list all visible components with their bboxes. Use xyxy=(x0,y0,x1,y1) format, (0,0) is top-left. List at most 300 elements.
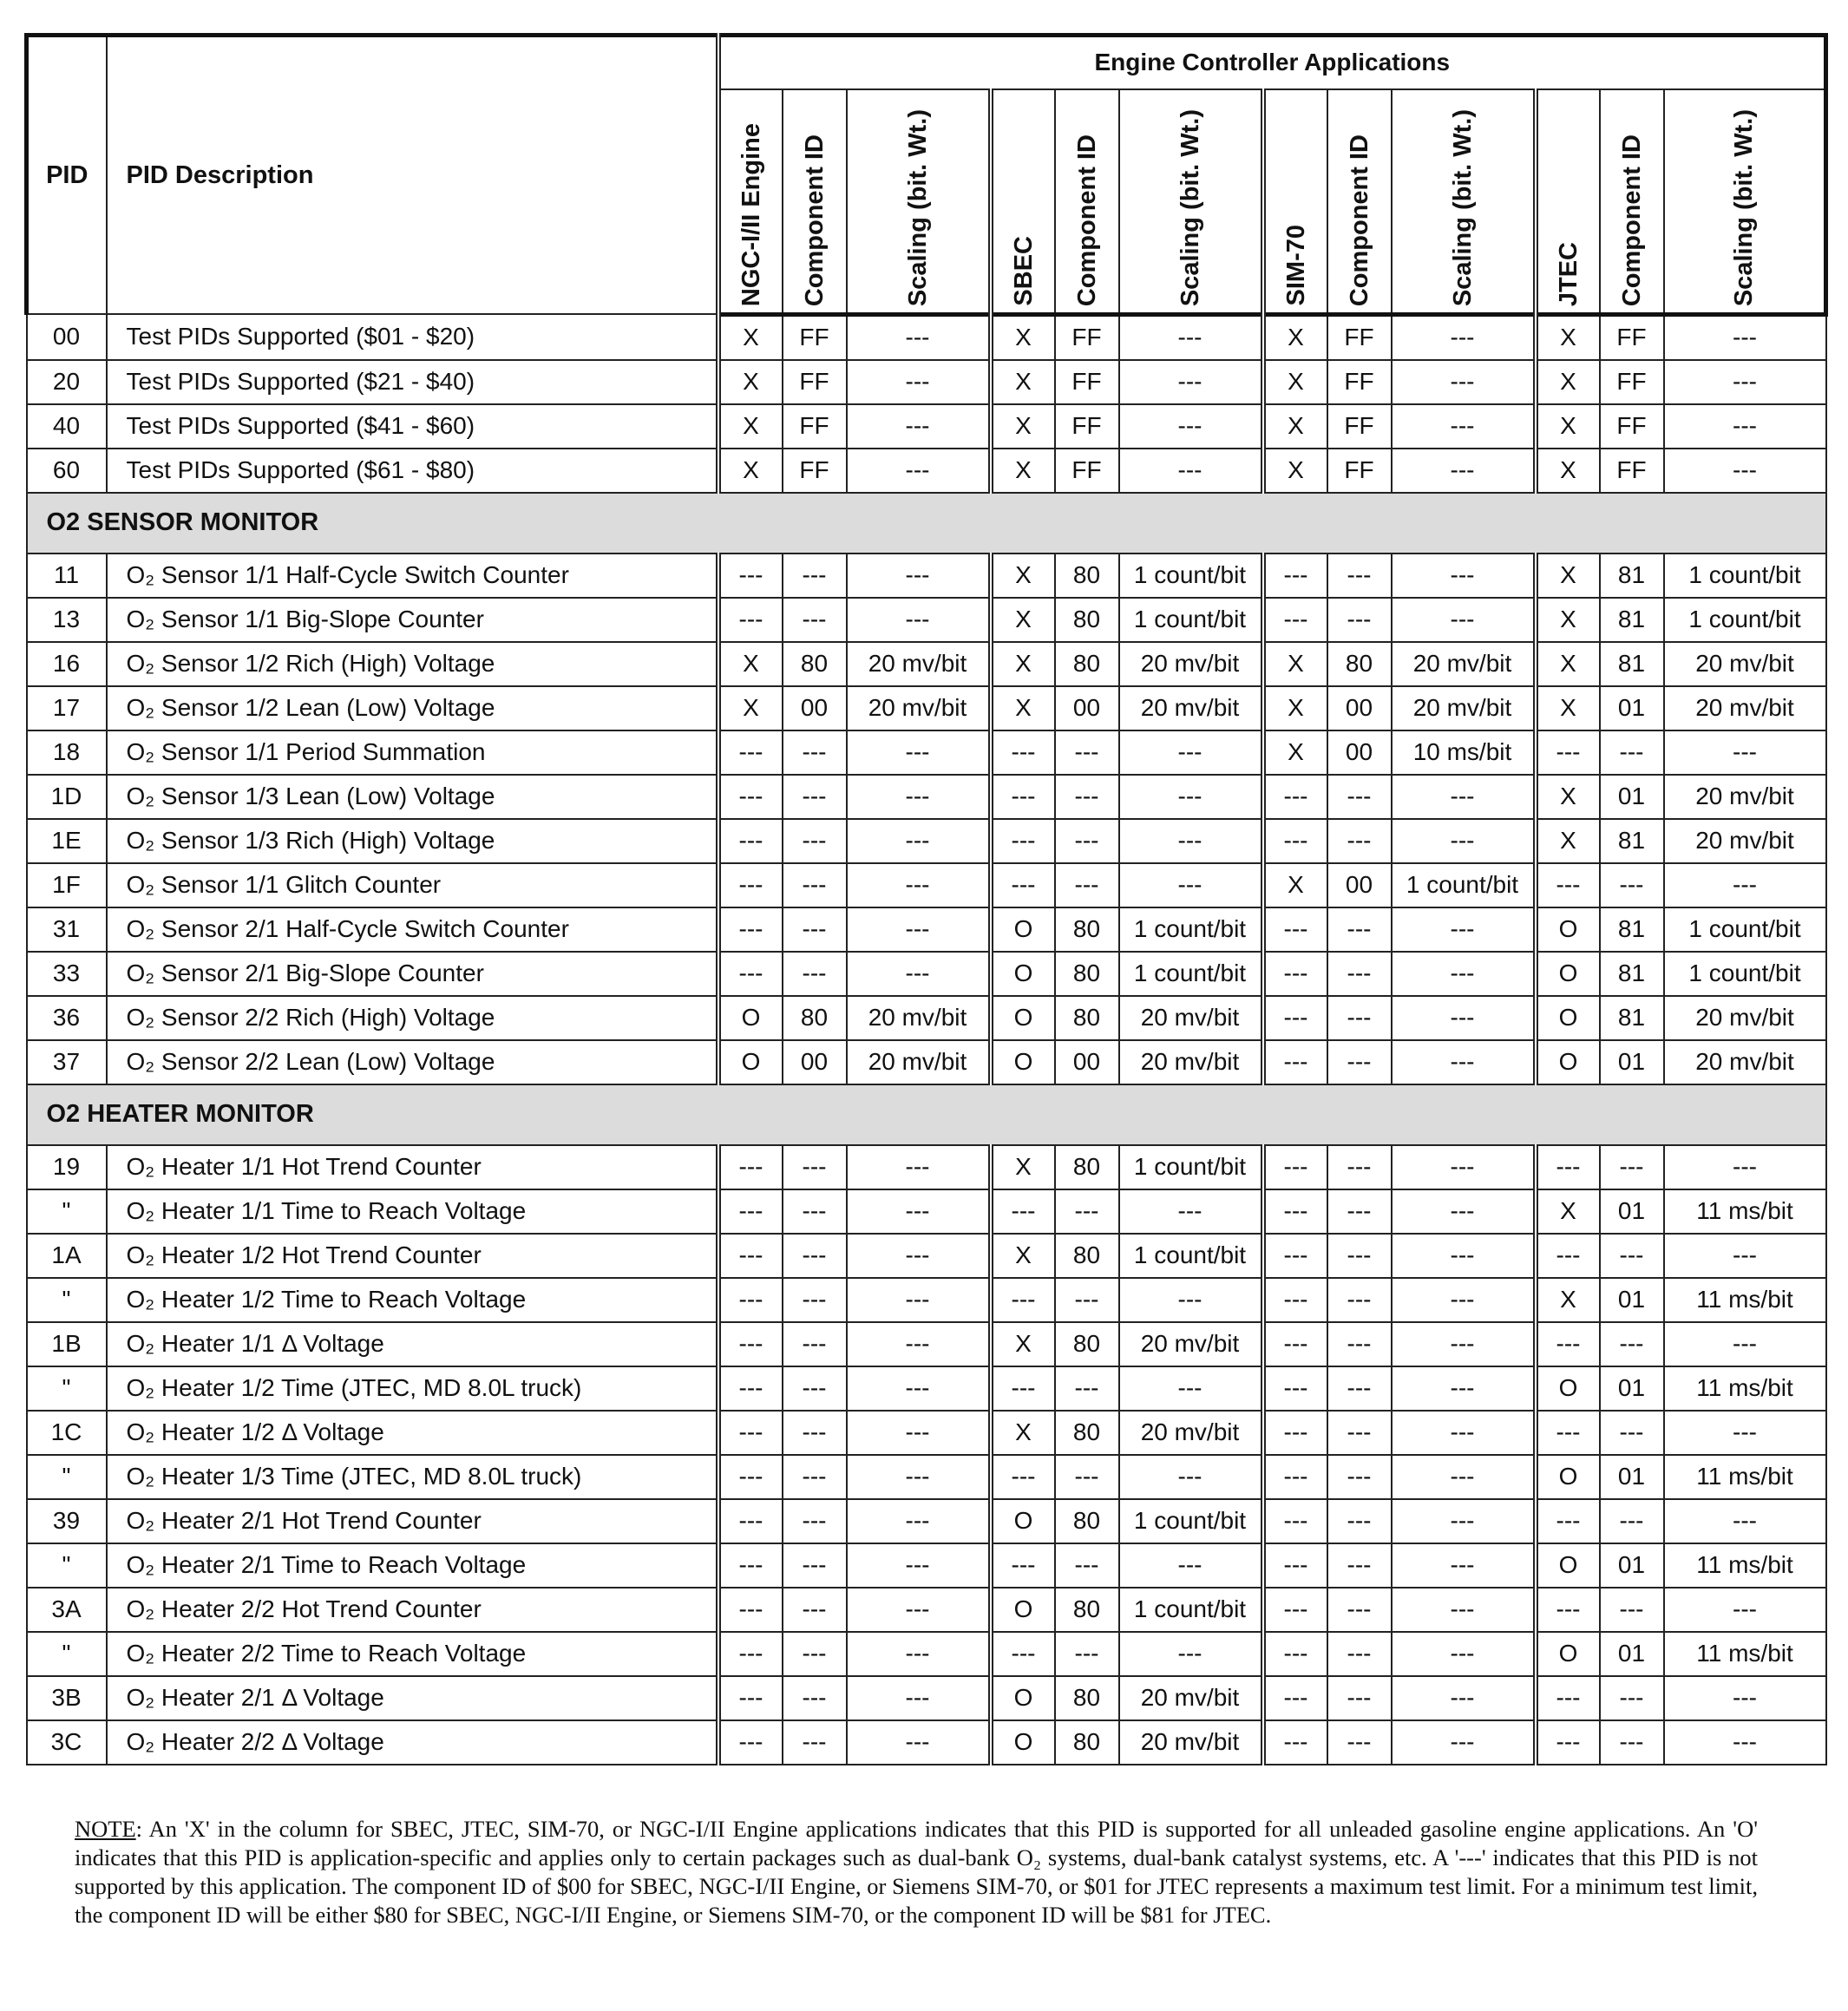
value-cell: 80 xyxy=(783,642,847,686)
value-cell: 00 xyxy=(783,686,847,730)
value-cell: O xyxy=(991,1676,1055,1720)
value-cell: --- xyxy=(718,598,783,642)
description-cell: O₂ Sensor 2/1 Big-Slope Counter xyxy=(107,952,718,996)
value-cell: O xyxy=(1536,1455,1600,1499)
value-cell: --- xyxy=(783,1145,847,1189)
value-cell: --- xyxy=(783,819,847,863)
value-cell: O xyxy=(1536,1632,1600,1676)
value-cell: --- xyxy=(1327,952,1392,996)
value-cell: --- xyxy=(1119,1366,1263,1411)
table-row xyxy=(27,1189,1826,1234)
table-row xyxy=(27,1322,1826,1366)
value-cell: --- xyxy=(1600,1411,1664,1455)
value-cell: --- xyxy=(1664,863,1826,907)
value-cell: --- xyxy=(718,554,783,598)
value-cell: 10 ms/bit xyxy=(1392,730,1536,775)
value-cell: --- xyxy=(1263,1040,1327,1084)
value-cell: 20 mv/bit xyxy=(1392,642,1536,686)
value-cell: O xyxy=(991,1040,1055,1084)
table-row xyxy=(27,1543,1826,1588)
value-cell: X xyxy=(991,1145,1055,1189)
pid-table xyxy=(24,33,1828,1765)
value-cell: --- xyxy=(847,1189,991,1234)
value-cell: X xyxy=(1536,1278,1600,1322)
value-cell: --- xyxy=(783,598,847,642)
value-cell: --- xyxy=(991,1543,1055,1588)
table-row xyxy=(27,907,1826,952)
value-cell: --- xyxy=(783,1366,847,1411)
section-title: O2 SENSOR MONITOR xyxy=(27,493,1826,554)
value-cell: X xyxy=(991,404,1055,449)
column-header-label: SBEC xyxy=(1009,236,1038,306)
value-cell: --- xyxy=(1327,1234,1392,1278)
value-cell: 80 xyxy=(1055,1411,1119,1455)
value-cell: --- xyxy=(1392,404,1536,449)
value-cell: --- xyxy=(1263,952,1327,996)
value-cell: FF xyxy=(1327,360,1392,404)
value-cell: --- xyxy=(1392,598,1536,642)
value-cell: --- xyxy=(1392,1411,1536,1455)
pid-cell: 13 xyxy=(27,598,107,642)
value-cell: --- xyxy=(991,1189,1055,1234)
column-header-app-2 xyxy=(1263,89,1327,315)
value-cell: --- xyxy=(1263,1588,1327,1632)
value-cell: 1 count/bit xyxy=(1664,952,1826,996)
value-cell: --- xyxy=(1119,1455,1263,1499)
column-header-label: NGC-I/II Engine xyxy=(737,122,765,306)
value-cell: --- xyxy=(1327,1145,1392,1189)
value-cell: 01 xyxy=(1600,1632,1664,1676)
value-cell: --- xyxy=(1263,1676,1327,1720)
value-cell: O xyxy=(1536,1040,1600,1084)
value-cell: --- xyxy=(783,1189,847,1234)
value-cell: O xyxy=(991,952,1055,996)
value-cell: 80 xyxy=(1055,554,1119,598)
value-cell: FF xyxy=(1055,404,1119,449)
value-cell: --- xyxy=(847,1632,991,1676)
value-cell: 20 mv/bit xyxy=(1664,775,1826,819)
value-cell: --- xyxy=(1119,819,1263,863)
table-row xyxy=(27,1499,1826,1543)
value-cell: --- xyxy=(718,1366,783,1411)
value-cell: 20 mv/bit xyxy=(1119,1720,1263,1765)
value-cell: 20 mv/bit xyxy=(1664,1040,1826,1084)
value-cell: --- xyxy=(1392,360,1536,404)
table-row xyxy=(27,819,1826,863)
value-cell: 1 count/bit xyxy=(1119,907,1263,952)
table-row xyxy=(27,1588,1826,1632)
value-cell: 1 count/bit xyxy=(1119,554,1263,598)
pid-cell: 40 xyxy=(27,404,107,449)
value-cell: 20 mv/bit xyxy=(1119,1322,1263,1366)
value-cell: 81 xyxy=(1600,952,1664,996)
table-row xyxy=(27,554,1826,598)
value-cell: --- xyxy=(783,1543,847,1588)
column-header-app-3 xyxy=(1536,89,1600,315)
value-cell: O xyxy=(718,996,783,1040)
description-cell: O₂ Sensor 2/1 Half-Cycle Switch Counter xyxy=(107,907,718,952)
description-cell: O₂ Heater 2/1 Δ Voltage xyxy=(107,1676,718,1720)
value-cell: --- xyxy=(991,819,1055,863)
description-cell: Test PIDs Supported ($21 - $40) xyxy=(107,360,718,404)
value-cell: --- xyxy=(1600,1322,1664,1366)
value-cell: 20 mv/bit xyxy=(847,642,991,686)
table-row xyxy=(27,449,1826,493)
value-cell: --- xyxy=(1392,554,1536,598)
pid-column-header: PID xyxy=(27,36,107,315)
value-cell: X xyxy=(1263,404,1327,449)
value-cell: --- xyxy=(718,1720,783,1765)
value-cell: 11 ms/bit xyxy=(1664,1543,1826,1588)
pid-cell: 3A xyxy=(27,1588,107,1632)
value-cell: --- xyxy=(1600,730,1664,775)
value-cell: --- xyxy=(718,775,783,819)
value-cell: O xyxy=(1536,1366,1600,1411)
table-row xyxy=(27,598,1826,642)
table-row xyxy=(27,1720,1826,1765)
value-cell: --- xyxy=(1392,819,1536,863)
value-cell: --- xyxy=(1664,1499,1826,1543)
value-cell: --- xyxy=(1664,730,1826,775)
pid-cell: 1D xyxy=(27,775,107,819)
value-cell: --- xyxy=(1536,1411,1600,1455)
value-cell: --- xyxy=(1327,1411,1392,1455)
value-cell: 80 xyxy=(1055,598,1119,642)
value-cell: --- xyxy=(1392,1676,1536,1720)
table-body xyxy=(27,314,1826,1765)
section-header-row xyxy=(27,493,1826,554)
value-cell: --- xyxy=(991,775,1055,819)
value-cell: 01 xyxy=(1600,775,1664,819)
pid-cell: " xyxy=(27,1455,107,1499)
value-cell: --- xyxy=(1600,1234,1664,1278)
pid-cell: 20 xyxy=(27,360,107,404)
value-cell: 20 mv/bit xyxy=(1664,819,1826,863)
description-cell: O₂ Sensor 1/3 Rich (High) Voltage xyxy=(107,819,718,863)
value-cell: --- xyxy=(1392,1455,1536,1499)
value-cell: --- xyxy=(991,1366,1055,1411)
value-cell: --- xyxy=(718,952,783,996)
column-header-scale-2 xyxy=(1392,89,1536,315)
value-cell: --- xyxy=(1600,1499,1664,1543)
value-cell: 1 count/bit xyxy=(1119,598,1263,642)
column-header-label: Component ID xyxy=(1617,134,1646,306)
value-cell: --- xyxy=(783,1411,847,1455)
column-header-label: Component ID xyxy=(800,134,829,306)
value-cell: --- xyxy=(1119,1278,1263,1322)
value-cell: X xyxy=(1536,449,1600,493)
value-cell: --- xyxy=(1055,775,1119,819)
value-cell: 00 xyxy=(1327,730,1392,775)
pid-cell: 1C xyxy=(27,1411,107,1455)
value-cell: 1 count/bit xyxy=(1664,554,1826,598)
value-cell: --- xyxy=(1263,775,1327,819)
value-cell: FF xyxy=(1327,314,1392,360)
section-title: O2 HEATER MONITOR xyxy=(27,1084,1826,1145)
value-cell: --- xyxy=(718,1455,783,1499)
value-cell: --- xyxy=(847,554,991,598)
value-cell: --- xyxy=(1119,1632,1263,1676)
value-cell: FF xyxy=(1055,360,1119,404)
description-cell: O₂ Sensor 1/2 Lean (Low) Voltage xyxy=(107,686,718,730)
value-cell: --- xyxy=(847,314,991,360)
value-cell: --- xyxy=(847,404,991,449)
value-cell: 1 count/bit xyxy=(1664,907,1826,952)
description-cell: O₂ Heater 1/2 Time (JTEC, MD 8.0L truck) xyxy=(107,1366,718,1411)
description-cell: O₂ Heater 2/1 Hot Trend Counter xyxy=(107,1499,718,1543)
table-row xyxy=(27,1145,1826,1189)
value-cell: 81 xyxy=(1600,554,1664,598)
pid-cell: 18 xyxy=(27,730,107,775)
value-cell: --- xyxy=(1664,1720,1826,1765)
value-cell: --- xyxy=(1392,1499,1536,1543)
pid-cell: 17 xyxy=(27,686,107,730)
value-cell: --- xyxy=(1327,1543,1392,1588)
note-text: : An 'X' in the column for SBEC, JTEC, SIM-70, or NGC-I/II Engine applications indicates that this PID is supported for all unleaded gasoline engine applications. An 'O' indicates that this PID is application-specific and applies only to certain packages such as dual-bank O₂ systems, dual-bank catalyst systems, etc. A '---' indicates that this PID is not supported by this application. The component ID of $00 for SBEC, NGC-I/II Engine, or Siemens SIM-70, or $01 for JTEC represents a maximum test limit. For a minimum test limit, the component ID will be either $80 for SBEC, NGC-I/II Engine, or Siemens SIM-70, or the component ID will be $81 for JTEC. xyxy=(75,1816,1758,1928)
value-cell: --- xyxy=(1664,1676,1826,1720)
value-cell: --- xyxy=(1392,1145,1536,1189)
value-cell: --- xyxy=(1392,1543,1536,1588)
value-cell: 01 xyxy=(1600,1040,1664,1084)
value-cell: --- xyxy=(1055,1278,1119,1322)
value-cell: --- xyxy=(1536,1499,1600,1543)
value-cell: --- xyxy=(1327,1720,1392,1765)
value-cell: X xyxy=(1536,598,1600,642)
value-cell: --- xyxy=(1392,449,1536,493)
pid-cell: 11 xyxy=(27,554,107,598)
value-cell: FF xyxy=(783,314,847,360)
value-cell: --- xyxy=(1536,1234,1600,1278)
value-cell: X xyxy=(991,554,1055,598)
pid-cell: 39 xyxy=(27,1499,107,1543)
value-cell: --- xyxy=(1263,1322,1327,1366)
value-cell: 11 ms/bit xyxy=(1664,1632,1826,1676)
value-cell: 81 xyxy=(1600,598,1664,642)
value-cell: --- xyxy=(783,1676,847,1720)
table-row xyxy=(27,952,1826,996)
description-cell: O₂ Heater 1/2 Δ Voltage xyxy=(107,1411,718,1455)
value-cell: 20 mv/bit xyxy=(1664,686,1826,730)
column-header-label: JTEC xyxy=(1554,241,1583,306)
value-cell: X xyxy=(991,1234,1055,1278)
value-cell: X xyxy=(1536,1189,1600,1234)
value-cell: --- xyxy=(847,952,991,996)
column-header-label: Scaling (bit. Wt.) xyxy=(1448,108,1477,306)
value-cell: --- xyxy=(1664,360,1826,404)
value-cell: FF xyxy=(1600,404,1664,449)
value-cell: X xyxy=(718,686,783,730)
pid-cell: 1A xyxy=(27,1234,107,1278)
section-header-row xyxy=(27,1084,1826,1145)
value-cell: X xyxy=(1536,360,1600,404)
value-cell: 00 xyxy=(1055,1040,1119,1084)
column-header-app-1 xyxy=(991,89,1055,315)
value-cell: --- xyxy=(1263,996,1327,1040)
column-header-scale-3 xyxy=(1664,89,1826,315)
value-cell: --- xyxy=(783,1234,847,1278)
value-cell: X xyxy=(1263,730,1327,775)
value-cell: --- xyxy=(783,907,847,952)
value-cell: O xyxy=(991,1499,1055,1543)
pid-cell: 1B xyxy=(27,1322,107,1366)
value-cell: --- xyxy=(847,1543,991,1588)
pid-cell: 1F xyxy=(27,863,107,907)
value-cell: --- xyxy=(1536,863,1600,907)
value-cell: 00 xyxy=(1327,863,1392,907)
value-cell: X xyxy=(1536,686,1600,730)
description-cell: O₂ Sensor 1/1 Period Summation xyxy=(107,730,718,775)
value-cell: --- xyxy=(718,1189,783,1234)
column-header-comp-1 xyxy=(1055,89,1119,315)
value-cell: --- xyxy=(1263,1234,1327,1278)
value-cell: 80 xyxy=(1055,1720,1119,1765)
value-cell: O xyxy=(991,1720,1055,1765)
value-cell: --- xyxy=(847,775,991,819)
value-cell: X xyxy=(991,1322,1055,1366)
value-cell: --- xyxy=(1327,907,1392,952)
value-cell: X xyxy=(1263,314,1327,360)
column-header-comp-3 xyxy=(1600,89,1664,315)
value-cell: 20 mv/bit xyxy=(847,996,991,1040)
value-cell: 80 xyxy=(1055,952,1119,996)
value-cell: --- xyxy=(718,1234,783,1278)
value-cell: --- xyxy=(1327,1499,1392,1543)
value-cell: --- xyxy=(1327,1189,1392,1234)
value-cell: --- xyxy=(718,730,783,775)
pid-cell: 37 xyxy=(27,1040,107,1084)
value-cell: --- xyxy=(1327,996,1392,1040)
value-cell: --- xyxy=(1119,730,1263,775)
value-cell: --- xyxy=(1327,1676,1392,1720)
value-cell: --- xyxy=(1263,1499,1327,1543)
table-row xyxy=(27,1632,1826,1676)
value-cell: 1 count/bit xyxy=(1119,1499,1263,1543)
value-cell: --- xyxy=(1600,1145,1664,1189)
value-cell: --- xyxy=(1664,314,1826,360)
value-cell: 20 mv/bit xyxy=(1119,996,1263,1040)
value-cell: X xyxy=(1263,863,1327,907)
value-cell: --- xyxy=(1263,1278,1327,1322)
table-row xyxy=(27,1411,1826,1455)
value-cell: --- xyxy=(1119,360,1263,404)
value-cell: --- xyxy=(718,1322,783,1366)
value-cell: --- xyxy=(847,1234,991,1278)
value-cell: --- xyxy=(783,863,847,907)
value-cell: --- xyxy=(1327,1322,1392,1366)
value-cell: X xyxy=(1536,819,1600,863)
value-cell: X xyxy=(1536,314,1600,360)
value-cell: X xyxy=(1263,686,1327,730)
value-cell: FF xyxy=(783,449,847,493)
value-cell: --- xyxy=(1536,1588,1600,1632)
value-cell: O xyxy=(1536,996,1600,1040)
column-header-app-0 xyxy=(718,89,783,315)
value-cell: 1 count/bit xyxy=(1119,1234,1263,1278)
description-cell: O₂ Heater 1/2 Hot Trend Counter xyxy=(107,1234,718,1278)
value-cell: --- xyxy=(1263,1366,1327,1411)
value-cell: FF xyxy=(783,360,847,404)
value-cell: X xyxy=(718,449,783,493)
description-cell: O₂ Heater 1/1 Time to Reach Voltage xyxy=(107,1189,718,1234)
value-cell: --- xyxy=(1263,1145,1327,1189)
table-row xyxy=(27,1040,1826,1084)
value-cell: 80 xyxy=(1055,996,1119,1040)
description-cell: O₂ Sensor 1/1 Glitch Counter xyxy=(107,863,718,907)
table-header xyxy=(27,36,1826,315)
value-cell: 20 mv/bit xyxy=(1664,642,1826,686)
table-row xyxy=(27,1455,1826,1499)
pid-cell: 33 xyxy=(27,952,107,996)
value-cell: 81 xyxy=(1600,996,1664,1040)
pid-cell: 3B xyxy=(27,1676,107,1720)
value-cell: O xyxy=(991,907,1055,952)
value-cell: --- xyxy=(783,1278,847,1322)
value-cell: --- xyxy=(1263,819,1327,863)
value-cell: --- xyxy=(847,1411,991,1455)
value-cell: --- xyxy=(847,1278,991,1322)
value-cell: --- xyxy=(718,1278,783,1322)
value-cell: O xyxy=(718,1040,783,1084)
pid-cell: 60 xyxy=(27,449,107,493)
value-cell: 20 mv/bit xyxy=(1119,1411,1263,1455)
value-cell: X xyxy=(991,449,1055,493)
value-cell: --- xyxy=(783,730,847,775)
engine-controller-group-header: Engine Controller Applications xyxy=(718,36,1826,89)
value-cell: --- xyxy=(1392,1322,1536,1366)
value-cell: --- xyxy=(1536,1145,1600,1189)
description-cell: O₂ Heater 1/2 Time to Reach Voltage xyxy=(107,1278,718,1322)
value-cell: --- xyxy=(847,1720,991,1765)
value-cell: 80 xyxy=(1055,1676,1119,1720)
value-cell: X xyxy=(718,314,783,360)
description-cell: Test PIDs Supported ($01 - $20) xyxy=(107,314,718,360)
value-cell: --- xyxy=(847,1145,991,1189)
value-cell: --- xyxy=(1263,1720,1327,1765)
value-cell: X xyxy=(991,314,1055,360)
value-cell: --- xyxy=(783,775,847,819)
value-cell: --- xyxy=(847,360,991,404)
value-cell: 80 xyxy=(783,996,847,1040)
description-cell: O₂ Heater 1/1 Hot Trend Counter xyxy=(107,1145,718,1189)
value-cell: --- xyxy=(783,554,847,598)
value-cell: --- xyxy=(1664,1322,1826,1366)
value-cell: --- xyxy=(1119,1543,1263,1588)
value-cell: --- xyxy=(1392,1278,1536,1322)
table-row xyxy=(27,642,1826,686)
value-cell: --- xyxy=(1536,1676,1600,1720)
value-cell: --- xyxy=(1327,1588,1392,1632)
column-header-label: Scaling (bit. Wt.) xyxy=(1730,108,1759,306)
value-cell: --- xyxy=(1327,1278,1392,1322)
value-cell: --- xyxy=(847,449,991,493)
value-cell: 01 xyxy=(1600,1189,1664,1234)
value-cell: --- xyxy=(1327,819,1392,863)
value-cell: --- xyxy=(1119,314,1263,360)
pid-cell: " xyxy=(27,1366,107,1411)
value-cell: --- xyxy=(783,952,847,996)
value-cell: X xyxy=(991,360,1055,404)
value-cell: --- xyxy=(783,1588,847,1632)
value-cell: 11 ms/bit xyxy=(1664,1366,1826,1411)
value-cell: 1 count/bit xyxy=(1392,863,1536,907)
value-cell: --- xyxy=(847,1322,991,1366)
value-cell: --- xyxy=(847,1499,991,1543)
column-header-comp-2 xyxy=(1327,89,1392,315)
value-cell: 80 xyxy=(1327,642,1392,686)
value-cell: 1 count/bit xyxy=(1664,598,1826,642)
value-cell: X xyxy=(718,642,783,686)
value-cell: 1 count/bit xyxy=(1119,952,1263,996)
